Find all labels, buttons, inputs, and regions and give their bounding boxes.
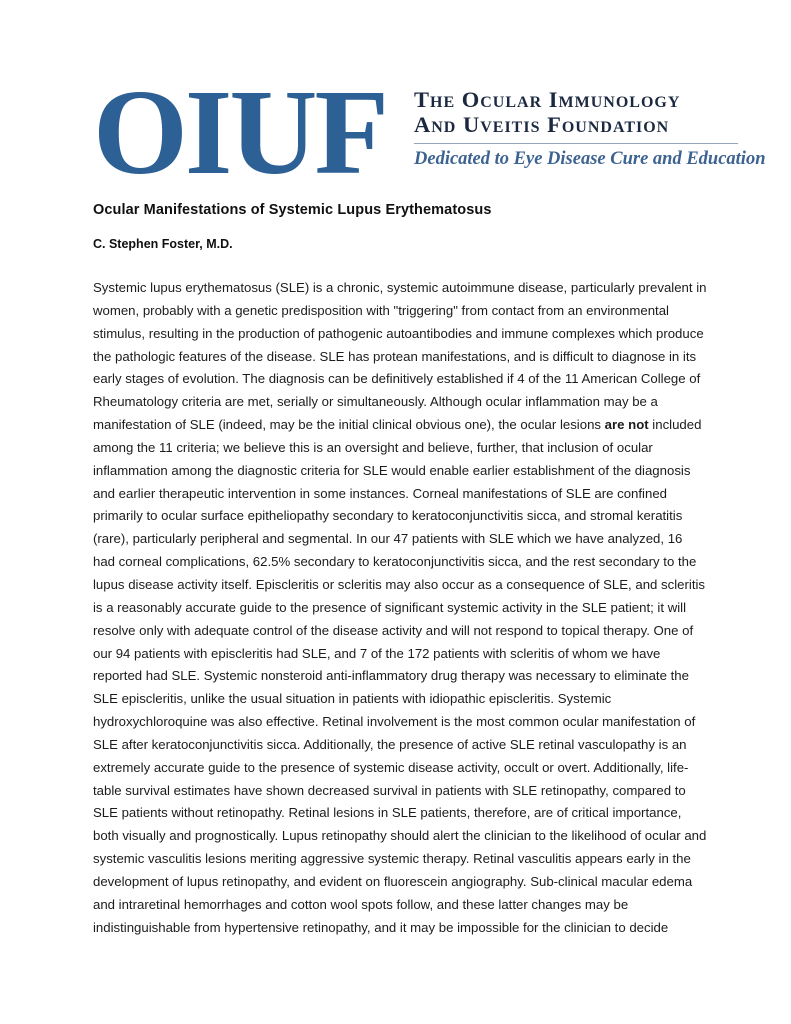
article-title: Ocular Manifestations of Systemic Lupus Erythematosus <box>93 202 492 218</box>
article-author: C. Stephen Foster, M.D. <box>93 237 233 251</box>
tagline-rule <box>414 143 738 144</box>
org-name-line1: The Ocular Immunology <box>414 87 681 112</box>
logo-text-block <box>414 86 766 180</box>
body-text-segment-2: included among the 11 criteria; we believe this is an oversight and believe, further, that inclusion of ocular inflammation among the diagnostic criteria for SLE would enable earlier establishment of the diagnosis and earlier therapeutic intervention in some instances. Corneal manifestations of SLE are confined primarily to ocular surface epitheliopathy secondary to keratoconjunctivitis sicca, and stromal keratitis (rare), particularly peripheral and segmental. In our 47 patients with SLE which we have analyzed, 16 had corneal complications, 62.5% secondary to keratoconjunctivitis sicca, and the rest secondary to the lupus disease activity itself. Episcleritis or scleritis may also occur as a consequence of SLE, and scleritis is a reasonably accurate guide to the presence of significant systemic activity in the SLE patient; it will resolve only with adequate control of the disease activity and will not respond to topical therapy. One of our 94 patients with episcleritis had SLE, and 7 of the 172 patients with scleritis of whom we have reported had SLE. Systemic nonsteroid anti-inflammatory drug therapy was necessary to eliminate the SLE episcleritis, unlike the usual situation in patients with idiopathic episcleritis. Systemic hydroxychloroquine was also effective. Retinal involvement is the most common ocular manifestation of SLE after keratoconjunctivitis sicca. Additionally, the presence of active SLE retinal vasculopathy is an extremely accurate guide to the presence of systemic disease activity, occult or overt. Additionally, life-table survival estimates have shown decreased survival in patients with SLE retinopathy, compared to SLE patients without retinopathy. Retinal lesions in SLE patients, therefore, are of critical importance, both visually and prognostically. Lupus retinopathy should alert the clinician to the likelihood of ocular and systemic vasculitis lesions meriting aggressive systemic therapy. Retinal vasculitis appears early in the development of lupus retinopathy, and evident on fluorescein angiography. Sub-clinical macular edema and intraretinal hemorrhages and cotton wool spots follow, and these latter changes may be indistinguishable from hypertensive retinopathy, and it may be impossible for the clinician to decide <box>93 417 707 935</box>
body-text-bold-phrase: are not <box>604 417 649 433</box>
oiuf-logo <box>93 65 766 200</box>
body-text-segment-1: Systemic lupus erythematosus (SLE) is a chronic, systemic autoimmune disease, particularly prevalent in women, probably with a genetic predisposition with "triggering" from contact from an environmental stimulus, resulting in the production of pathogenic autoantibodies and immune complexes which produce the pathologic features of the disease. SLE has protean manifestations, and is difficult to diagnose in its early stages of evolution. The diagnosis can be definitively established if 4 of the 11 American College of Rheumatology criteria are met, serially or simultaneously. Although ocular inflammation may be a manifestation of SLE (indeed, may be the initial clinical obvious one), the ocular lesions <box>93 280 707 433</box>
org-tagline: Dedicated to Eye Disease Cure and Education <box>414 149 766 169</box>
article-body <box>93 277 707 939</box>
org-name-line2: And Uveitis Foundation <box>414 112 670 137</box>
oiuf-logo-acronym: OIUF <box>93 65 386 200</box>
